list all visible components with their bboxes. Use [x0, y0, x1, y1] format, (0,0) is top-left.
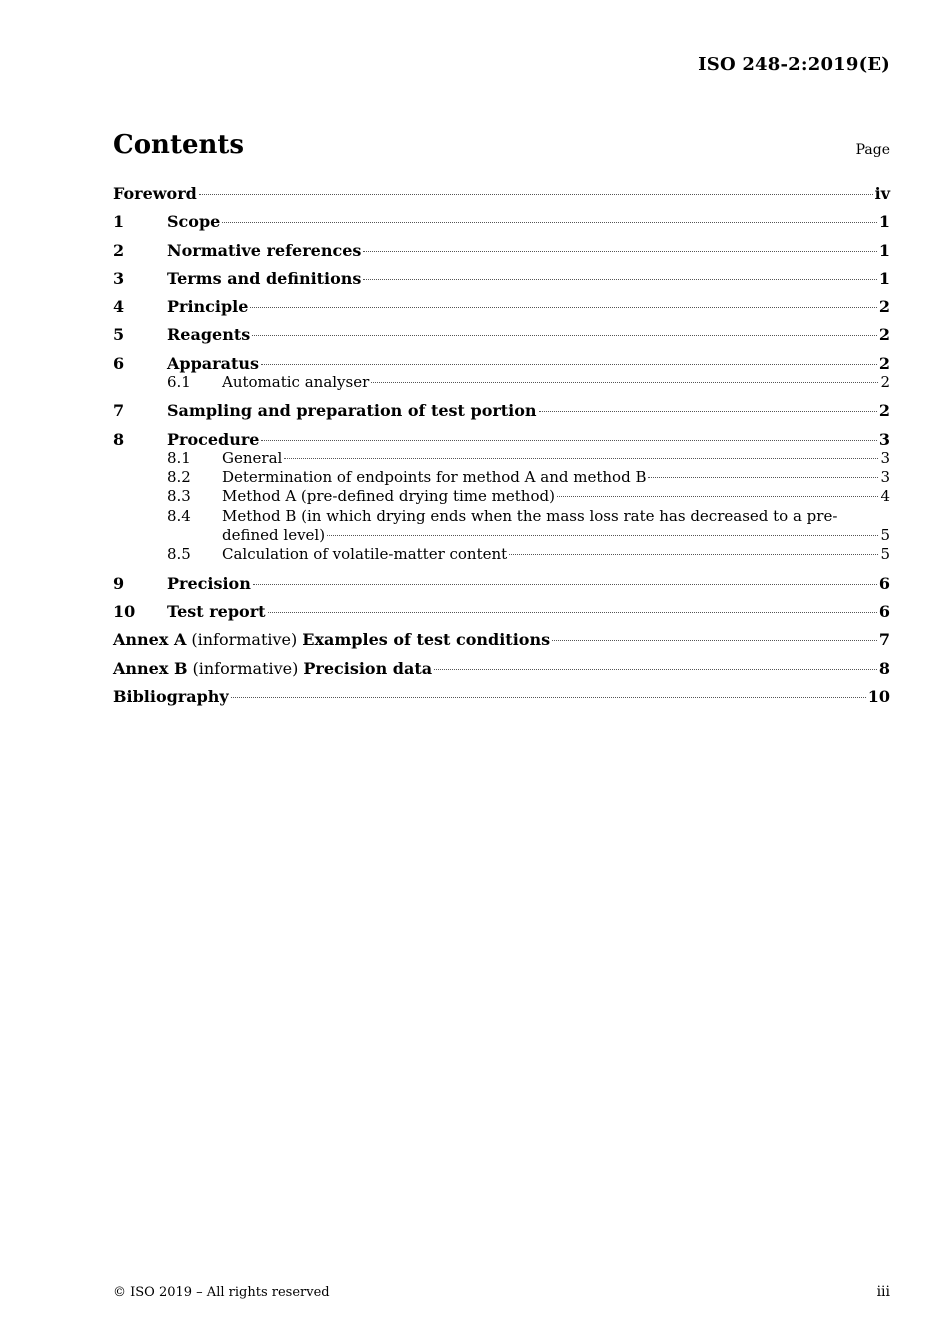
- toc-entry-apparatus[interactable]: [113, 354, 890, 373]
- dot-leader: [231, 697, 866, 698]
- annex-kind: (informative): [191, 630, 298, 650]
- toc-title: Principle: [167, 297, 249, 317]
- dot-leader: [363, 251, 876, 252]
- toc-number: 2: [113, 240, 125, 260]
- annex-label: Annex A: [113, 630, 187, 650]
- toc-title: General: [222, 448, 283, 467]
- annex-kind: (informative): [192, 658, 299, 678]
- toc-entry-method-b-continued[interactable]: [113, 526, 890, 545]
- toc-title: Automatic analyser: [222, 372, 370, 391]
- toc-number: 3: [113, 268, 125, 288]
- toc-title: Bibliography: [113, 686, 229, 706]
- toc-entry-method-a[interactable]: [113, 487, 890, 506]
- dot-leader: [648, 477, 878, 478]
- toc-number: 8.2: [167, 467, 191, 486]
- toc-page: 2: [878, 353, 890, 373]
- toc-page: 7: [878, 630, 890, 650]
- toc-page: 6: [878, 573, 890, 593]
- toc-title: Procedure: [167, 429, 260, 449]
- toc-title: Precision data: [303, 658, 433, 678]
- toc-number: 8: [113, 429, 125, 449]
- dot-leader: [552, 640, 877, 641]
- toc-entry-test-report[interactable]: [113, 602, 890, 621]
- toc-entry-normative-references[interactable]: [113, 241, 890, 260]
- dot-leader: [284, 458, 878, 459]
- toc-number: 5: [113, 325, 125, 345]
- toc-entry-sampling[interactable]: [113, 401, 890, 420]
- toc-page: 2: [878, 401, 890, 421]
- toc-entry-automatic-analyser[interactable]: [113, 373, 890, 392]
- toc-entry-annex-a[interactable]: [113, 630, 890, 649]
- dot-leader: [222, 222, 877, 223]
- dot-leader: [250, 307, 876, 308]
- toc-page: 3: [880, 467, 890, 486]
- toc-title: Test report: [167, 602, 266, 622]
- toc-title: Terms and definitions: [167, 268, 362, 288]
- toc-page: 1: [878, 268, 890, 288]
- table-of-contents: [113, 184, 890, 706]
- dot-leader: [261, 364, 877, 365]
- toc-title: Reagents: [167, 325, 251, 345]
- toc-entry-general[interactable]: [113, 449, 890, 468]
- toc-entry-bibliography[interactable]: [113, 687, 890, 706]
- toc-title: Foreword: [113, 184, 197, 203]
- toc-page: 3: [878, 429, 890, 449]
- toc-number: 4: [113, 297, 125, 317]
- toc-number: 8.5: [167, 545, 191, 564]
- toc-page: 2: [878, 297, 890, 317]
- toc-page: 1: [878, 240, 890, 260]
- toc-page: 5: [880, 545, 890, 564]
- toc-title: Method B (in which drying ends when the mass loss rate has decreased to a pre-: [222, 506, 838, 525]
- copyright-notice: © ISO 2019 – All rights reserved: [113, 1285, 330, 1300]
- toc-page: 1: [878, 212, 890, 232]
- toc-number: 8.1: [167, 448, 191, 467]
- toc-title: Calculation of volatile-matter content: [222, 545, 508, 564]
- toc-number: 8.4: [167, 506, 191, 525]
- toc-page: 2: [878, 325, 890, 345]
- toc-title: Normative references: [167, 240, 362, 260]
- toc-number: 8.3: [167, 487, 191, 506]
- dot-leader: [199, 194, 873, 195]
- toc-entry-endpoints[interactable]: [113, 468, 890, 487]
- dot-leader: [261, 440, 876, 441]
- dot-leader: [557, 496, 879, 497]
- dot-leader: [252, 335, 877, 336]
- toc-entry-method-b[interactable]: [113, 507, 890, 526]
- toc-entry-calculation[interactable]: [113, 545, 890, 564]
- toc-page: 10: [867, 686, 890, 706]
- toc-entry-precision[interactable]: [113, 574, 890, 593]
- annex-label: Annex B: [113, 658, 188, 678]
- dot-leader: [253, 584, 877, 585]
- dot-leader: [539, 411, 877, 412]
- page-column-label: Page: [855, 142, 890, 158]
- document-id: ISO 248-2:2019(E): [698, 54, 890, 75]
- toc-title: Method A (pre-defined drying time method): [222, 487, 555, 506]
- toc-entry-scope[interactable]: [113, 212, 890, 231]
- toc-title: Sampling and preparation of test portion: [167, 401, 537, 421]
- toc-entry-reagents[interactable]: [113, 325, 890, 344]
- toc-title: Scope: [167, 212, 221, 232]
- toc-entry-foreword[interactable]: [113, 184, 890, 203]
- toc-page: 3: [880, 448, 890, 467]
- toc-title: Determination of endpoints for method A and method B: [222, 467, 647, 486]
- dot-leader: [268, 612, 877, 613]
- dot-leader: [363, 279, 876, 280]
- toc-number: 10: [113, 602, 136, 622]
- toc-title: Precision: [167, 573, 251, 593]
- dot-leader: [434, 669, 877, 670]
- toc-page: iv: [874, 184, 890, 203]
- toc-entry-procedure[interactable]: [113, 430, 890, 449]
- toc-page: 6: [878, 602, 890, 622]
- toc-title: Apparatus: [167, 353, 259, 373]
- toc-entry-principle[interactable]: [113, 297, 890, 316]
- toc-entry-annex-b[interactable]: [113, 659, 890, 678]
- toc-page: 4: [880, 487, 890, 506]
- toc-number: 1: [113, 212, 125, 232]
- toc-title: defined level): [222, 525, 326, 544]
- page-number: iii: [876, 1284, 890, 1300]
- dot-leader: [509, 554, 878, 555]
- toc-title: Examples of test conditions: [302, 630, 551, 650]
- toc-page: 2: [880, 372, 890, 391]
- toc-number: 7: [113, 401, 125, 421]
- toc-page: 8: [878, 658, 890, 678]
- toc-entry-terms-definitions[interactable]: [113, 269, 890, 288]
- dot-leader: [371, 382, 878, 383]
- dot-leader: [327, 535, 878, 536]
- toc-number: 9: [113, 573, 125, 593]
- toc-page: 5: [880, 525, 890, 544]
- contents-heading: Contents: [113, 130, 245, 160]
- toc-number: 6: [113, 353, 125, 373]
- toc-number: 6.1: [167, 372, 191, 391]
